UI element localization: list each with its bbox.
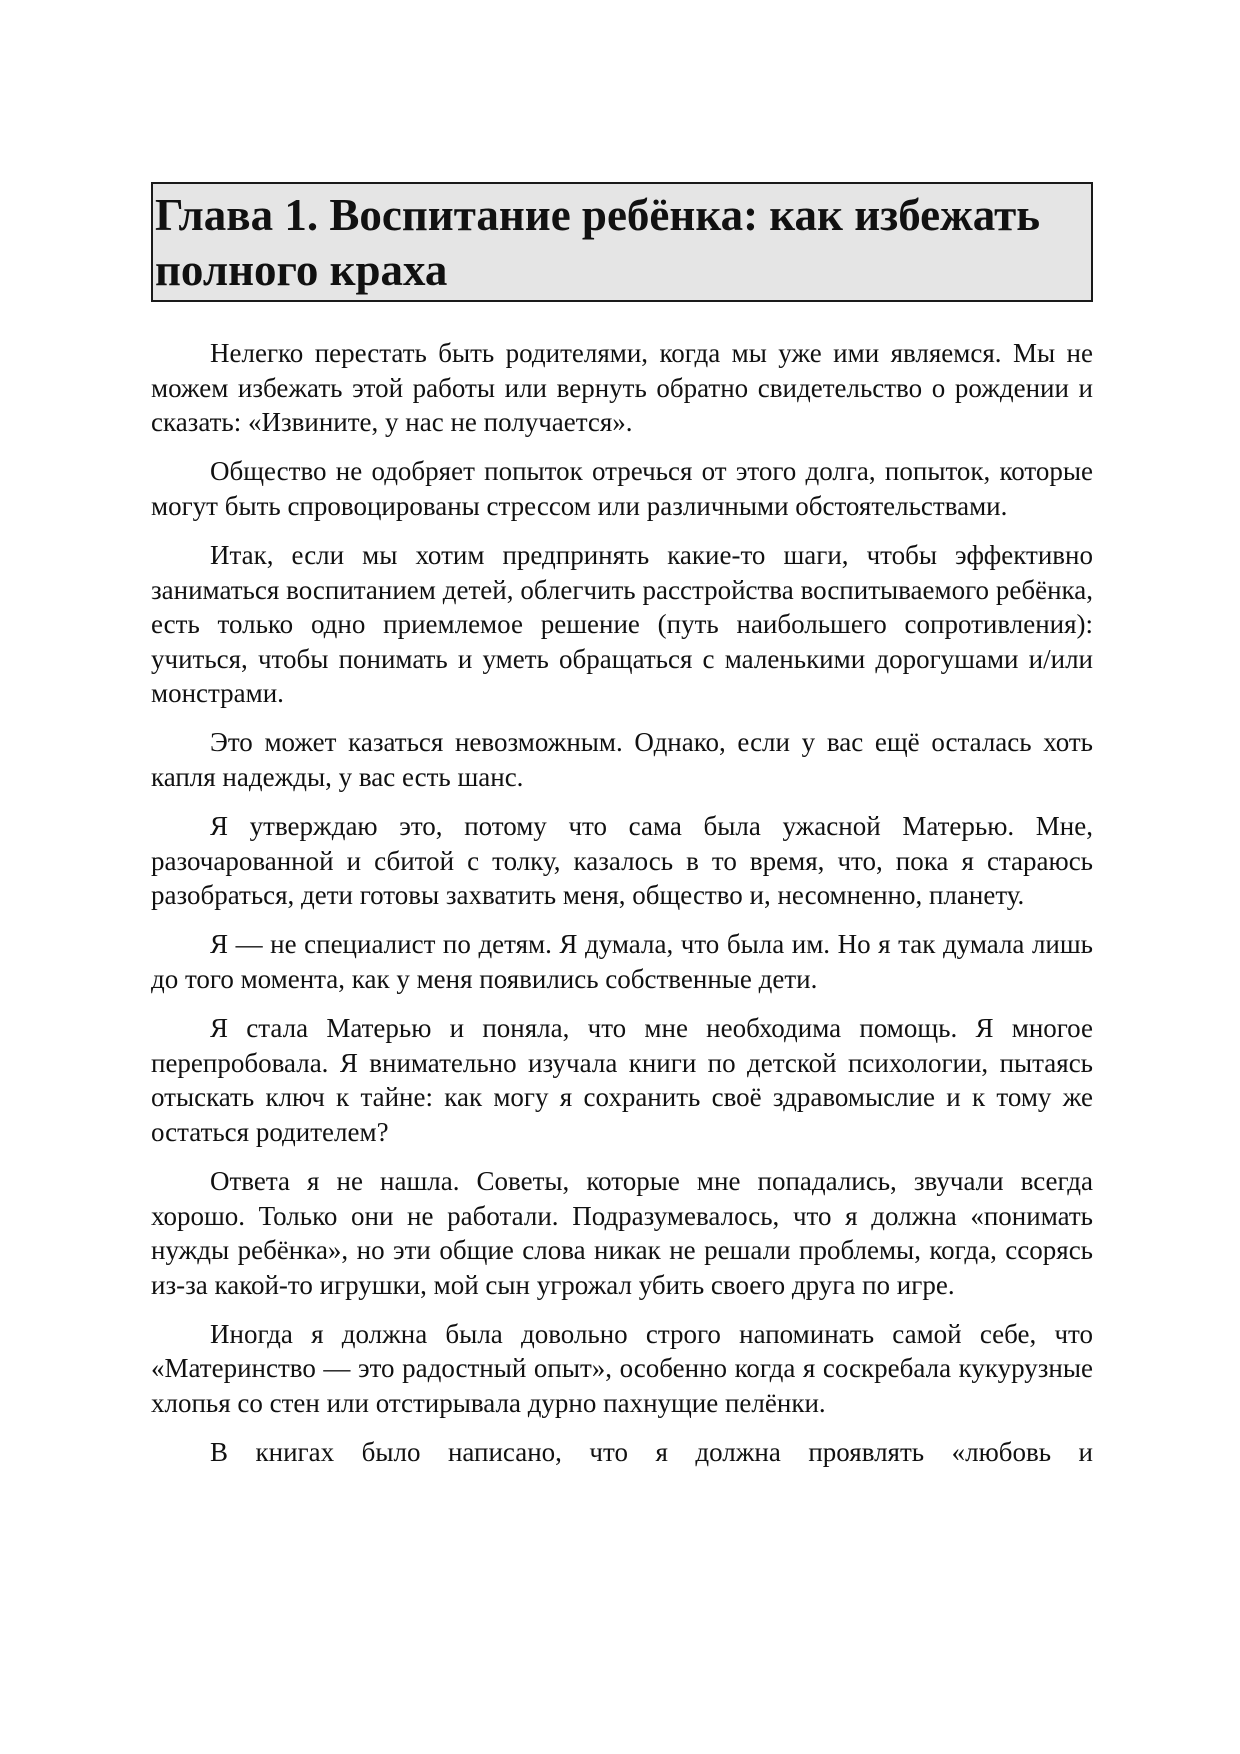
paragraph: Я утверждаю это, потому что сама была ужасной Матерью. Мне, разочарованной и сбитой с толку, казалось в то время, что, пока я стараюсь разобраться, дети готовы захватить меня, общество и, несомненно, планету.	[151, 811, 1093, 911]
paragraph: Я стала Матерью и поняла, что мне необходима помощь. Я многое перепробовала. Я внимательно изучала книги по детской психологии, пытаясь отыскать ключ к тайне: как могу я сохранить своё здравомыслие и к тому же остаться родителем?	[151, 1013, 1093, 1147]
paragraph: Итак, если мы хотим предпринять какие-то шаги, чтобы эффективно заниматься воспитанием детей, облегчить расстройства воспитываемого ребёнка, есть только одно приемлемое решение (путь наибольшего сопротивления): учиться, чтобы понимать и уметь обращаться с маленькими дорогушами и/или монстрами.	[151, 539, 1093, 709]
paragraph: Это может казаться невозможным. Однако, если у вас ещё осталась хоть капля надежды, у вас есть шанс.	[151, 727, 1093, 793]
paragraph: Нелегко перестать быть родителями, когда мы уже ими являемся. Мы не можем избежать этой работы или вернуть обратно свидетельство о рождении и сказать: «Извините, у нас не получается».	[151, 338, 1093, 438]
paragraph: Я — не специалист по детям. Я думала, что была им. Но я так думала лишь до того момента, как у меня появились собственные дети.	[151, 929, 1093, 994]
body-text	[151, 336, 1093, 1484]
paragraph: Ответа я не нашла. Советы, которые мне попадались, звучали всегда хорошо. Только они не работали. Подразумевалось, что я должна «понимать нужды ребёнка», но эти общие слова никак не решали проблемы, когда, ссорясь из-за какой-то игрушки, мой сын угрожал убить своего друга по игре.	[151, 1165, 1093, 1300]
paragraph: В книгах было написано, что я должна проявлять «любовь и	[210, 1437, 1093, 1468]
paragraph: Общество не одобряет попыток отречься от этого долга, попыток, которые могут быть спровоцированы стрессом или различными обстоятельствами.	[151, 456, 1093, 521]
chapter-title: Глава 1. Воспитание ребёнка: как избежать полного краха	[151, 182, 1093, 302]
paragraph: Иногда я должна была довольно строго напоминать самой себе, что «Материнство — это радостный опыт», особенно когда я соскребала кукурузные хлопья со стен или отстирывала дурно пахнущие пелёнки.	[151, 1318, 1093, 1419]
